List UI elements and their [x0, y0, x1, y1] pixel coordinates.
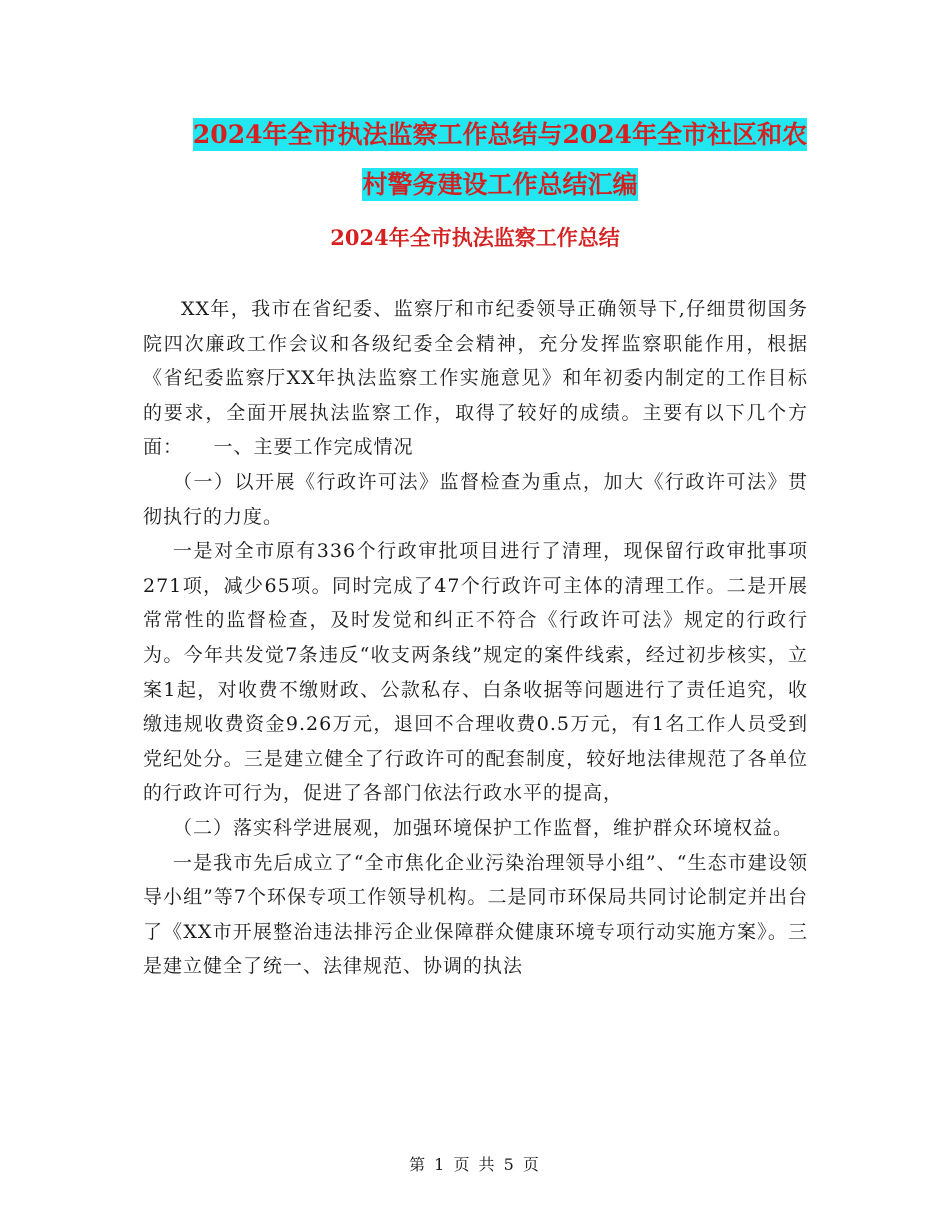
- main-title-line-1: 2024年全市执法监察工作总结与2024年全市社区和农: [192, 120, 808, 149]
- paragraph-body-2: 一是我市先后成立了“全市焦化企业污染治理领导小组”、“生态市建设领导小组”等7个环保专项工作领导机构。二是同市环保局共同讨论制定并出台了《XX市开展整治违法排污企业保障群众健康环境专项行动实施方案》。三是建立健全了统一、法律规范、协调的执法: [143, 851, 808, 978]
- document-main-title: [150, 110, 850, 210]
- paragraph-intro: XX年，我市在省纪委、监察厅和市纪委领导正确领导下,仔细贯彻国务院四次廉政工作会议和各级纪委全会精神，充分发挥监察职能作用，根据《省纪委监察厅XX年执法监察工作实施意见》和年初委内制定的工作目标的要求，全面开展执法监察工作，取得了较好的成绩。主要有以下几个方面： 一、主要工作完成情况: [143, 298, 808, 459]
- section-title: 2024年全市执法监察工作总结: [330, 225, 620, 250]
- page-footer: 第 1 页 共 5 页: [409, 1155, 541, 1174]
- paragraph-heading-1: （一）以开展《行政许可法》监督检查为重点，加大《行政许可法》贯彻执行的力度。: [143, 470, 808, 528]
- paragraph-heading-2: （二）落实科学进展观，加强环境保护工作监督，维护群众环境权益。: [173, 816, 794, 839]
- document-body: [143, 292, 808, 984]
- paragraph-body-1: 一是对全市原有336个行政审批项目进行了清理，现保留行政审批事项271项，减少65项。同时完成了47个行政许可主体的清理工作。二是开展常常性的监督检查，及时发觉和纠正不符合《行政许可法》规定的行政行为。今年共发觉7条违反“收支两条线”规定的案件线索，经过初步核实，立案1起，对收费不缴财政、公款私存、白条收据等问题进行了责任追究，收缴违规收费资金9.26万元，退回不合理收费0.5万元，有1名工作人员受到党纪处分。三是建立健全了行政许可的配套制度，较好地法律规范了各单位的行政许可行为，促进了各部门依法行政水平的提高，: [143, 540, 808, 805]
- main-title-line-2: 村警务建设工作总结汇编: [362, 170, 638, 199]
